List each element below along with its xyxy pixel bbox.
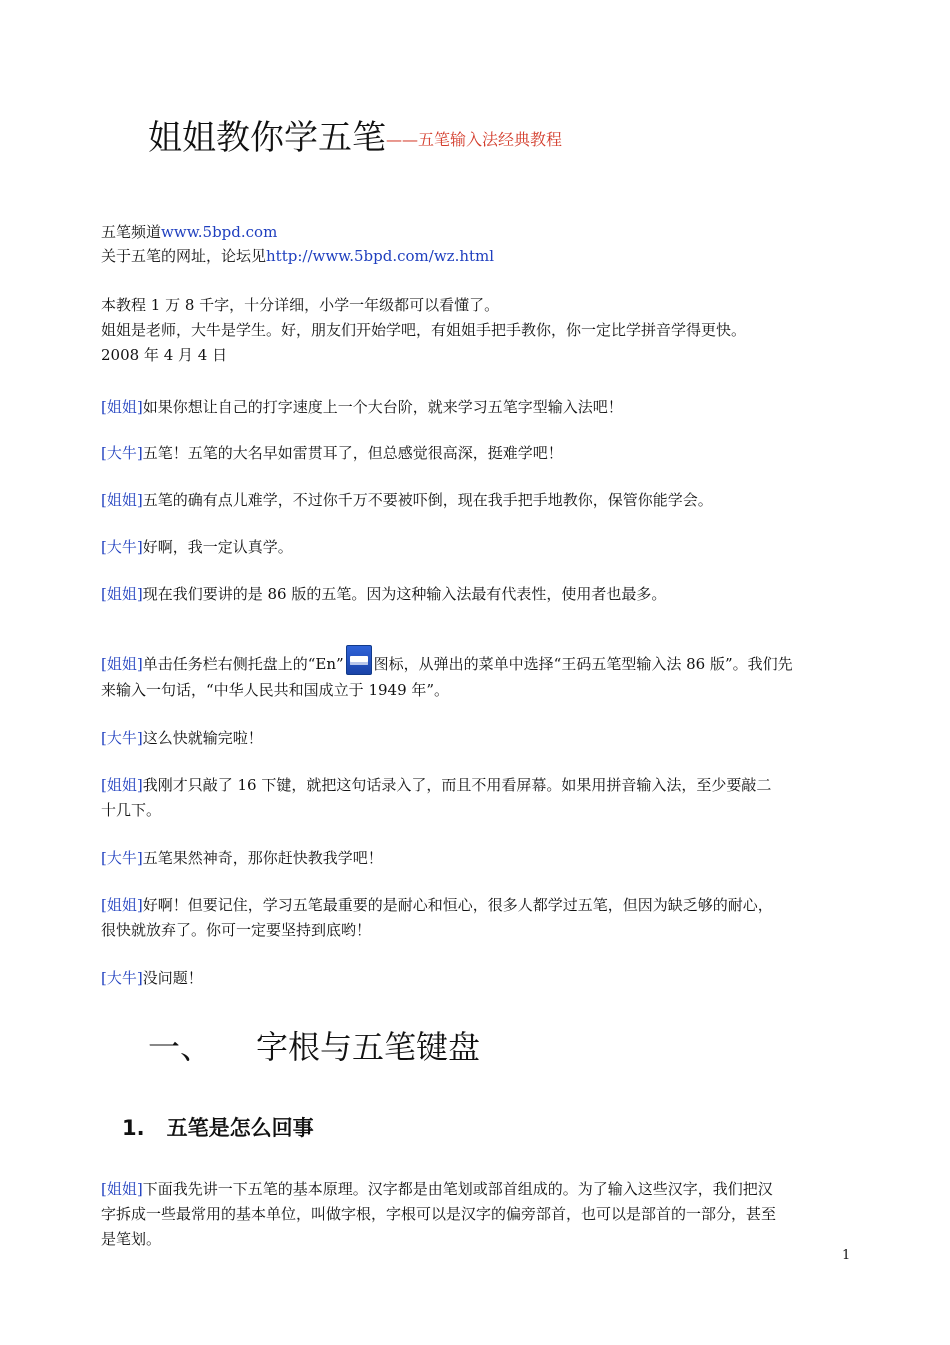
dialogue-text: 如果你想让自己的打字速度上一个大台阶，就来学习五笔字型输入法吧！: [142, 398, 623, 416]
speaker-tag: [大牛]: [101, 969, 143, 987]
dialogue-text: 五笔！五笔的大名早如雷贯耳了，但总感觉很高深，挺难学吧！: [142, 444, 563, 462]
dialogue-text: 五笔的确有点儿难学，不过你千万不要被吓倒，现在我手把手地教你，保管你能学会。: [142, 491, 713, 509]
speaker-tag: [姐姐]: [101, 1180, 143, 1198]
dialogue-line: [101, 394, 623, 420]
intro-date: 2008 年 4 月 4 日: [101, 346, 228, 364]
dialogue-text: 图标，从弹出的菜单中选择“王码五笔型输入法 86 版”。我们先: [373, 655, 793, 673]
dialogue-line-cont: 很快就放弃了。你可一定要坚持到底哟！: [101, 921, 372, 939]
subsection-title: 五笔是怎么回事: [166, 1116, 314, 1140]
speaker-tag: [大牛]: [101, 729, 143, 747]
dialogue-line-cont: 来输入一句话，“中华人民共和国成立于 1949 年”。: [101, 681, 450, 699]
title-subtitle: ——五笔输入法经典教程: [386, 130, 563, 149]
section-number: 一、: [148, 1028, 213, 1066]
speaker-tag: [大牛]: [101, 538, 143, 556]
speaker-tag: [大牛]: [101, 849, 143, 867]
dialogue-line: [101, 534, 293, 560]
dialogue-text: 好啊！但要记住，学习五笔最重要的是耐心和恒心，很多人都学过五笔，但因为缺乏够的耐心，: [142, 896, 773, 914]
subsection-number: 1.: [122, 1116, 145, 1140]
dialogue-text: 我刚才只敲了 16 下键，就把这句话录入了，而且不用看屏幕。如果用拼音输入法，至少要敲二: [142, 776, 772, 794]
dialogue-line: [101, 581, 666, 607]
paragraph-line: 是笔划。: [101, 1230, 162, 1248]
dialogue-line: [101, 892, 773, 918]
dialogue-line-cont: 十几下。: [101, 801, 162, 819]
dialogue-text: 这么快就输完啦！: [142, 729, 263, 747]
forum-label: 关于五笔的网址，论坛见: [101, 247, 267, 265]
paragraph-line: [101, 1176, 773, 1202]
dialogue-line: [101, 725, 263, 751]
forum-link[interactable]: http://www.5bpd.com/wz.html: [266, 247, 495, 265]
dialogue-line: [101, 772, 771, 798]
paragraph-text: 下面我先讲一下五笔的基本原理。汉字都是由笔划或部首组成的。为了输入这些汉字，我们把汉: [142, 1180, 773, 1198]
section-title: 字根与五笔键盘: [256, 1028, 481, 1066]
dialogue-line: [101, 965, 203, 991]
speaker-tag: [姐姐]: [101, 398, 143, 416]
speaker-tag: [大牛]: [101, 444, 143, 462]
document-title: [148, 116, 562, 162]
page-number: 1: [842, 1248, 851, 1263]
intro-line-2: 姐姐是老师，大牛是学生。好，朋友们开始学吧，有姐姐手把手教你，你一定比学拼音学得更快。: [101, 321, 747, 339]
speaker-tag: [姐姐]: [101, 585, 143, 603]
intro-line-1: 本教程 1 万 8 千字，十分详细，小学一年级都可以看懂了。: [101, 296, 500, 314]
dialogue-line: [101, 845, 383, 871]
dialogue-line: [101, 645, 793, 677]
dialogue-text: 五笔果然神奇，那你赶快教我学吧！: [142, 849, 383, 867]
dialogue-text: 单击任务栏右侧托盘上的“En”: [142, 655, 344, 673]
speaker-tag: [姐姐]: [101, 896, 143, 914]
dialogue-text: 现在我们要讲的是 86 版的五笔。因为这种输入法最有代表性，使用者也最多。: [142, 585, 667, 603]
speaker-tag: [姐姐]: [101, 655, 143, 673]
title-main: 姐姐教你学五笔: [148, 118, 386, 158]
channel-link[interactable]: www.5bpd.com: [161, 223, 278, 241]
speaker-tag: [姐姐]: [101, 776, 143, 794]
channel-label: 五笔频道: [101, 223, 162, 241]
keyboard-icon: [346, 645, 372, 675]
dialogue-line: [101, 440, 563, 466]
dialogue-text: 好啊，我一定认真学。: [142, 538, 293, 556]
header-line-1: [101, 219, 277, 245]
header-line-2: [101, 243, 494, 269]
section-heading: [148, 1025, 480, 1069]
dialogue-text: 没问题！: [142, 969, 203, 987]
dialogue-line: [101, 487, 713, 513]
subsection-heading: [122, 1113, 314, 1143]
paragraph-line: 字拆成一些最常用的基本单位，叫做字根，字根可以是汉字的偏旁部首，也可以是部首的一部分，甚至: [101, 1205, 777, 1223]
speaker-tag: [姐姐]: [101, 491, 143, 509]
